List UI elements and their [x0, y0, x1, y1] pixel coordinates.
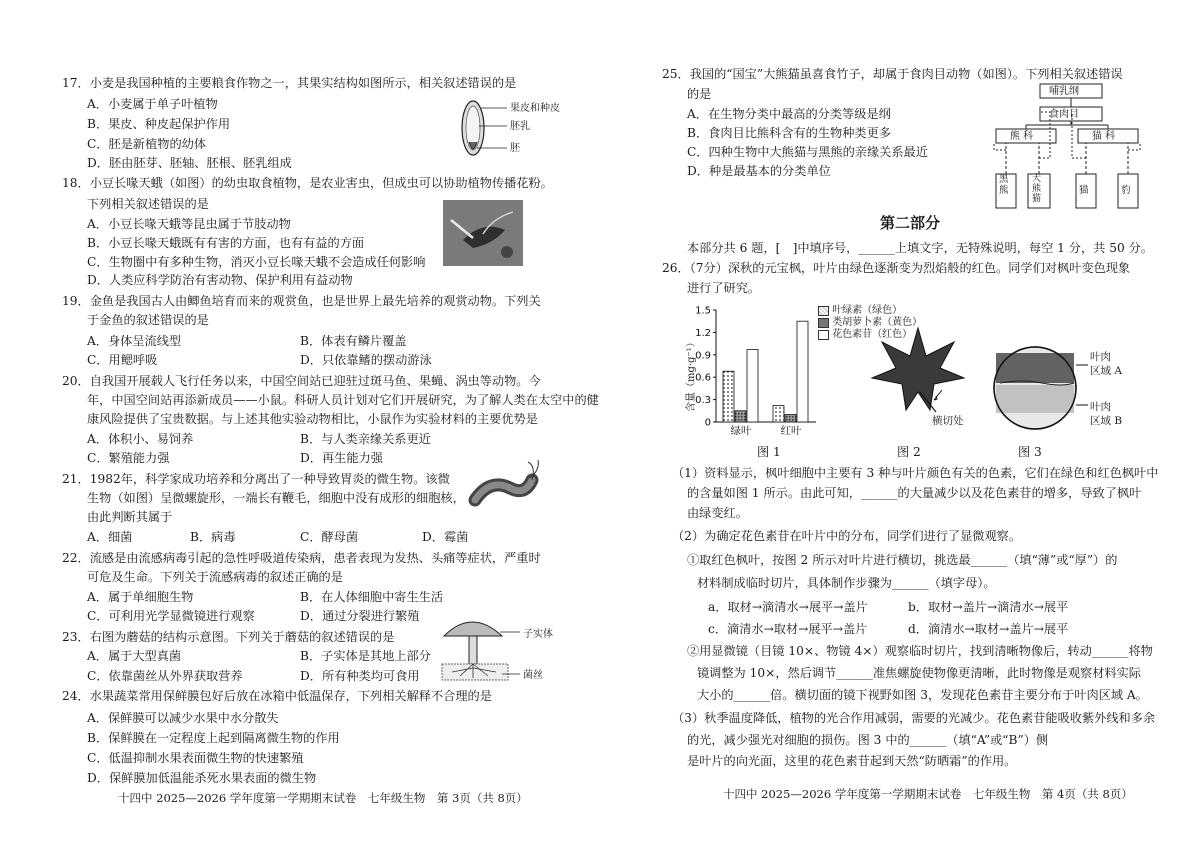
fig3-caption: 图 3	[1018, 445, 1042, 459]
y-tick-label: 0.9	[695, 350, 711, 362]
q21-stem-3: 由此判断其属于	[87, 510, 173, 524]
fig3-label-region-b: 区域 B	[1090, 415, 1123, 427]
q26-step-d: d．滴清水→取材→盖片→展平	[908, 622, 1069, 636]
q25-option-b: B．食肉目比熊科含有的生物种类更多	[687, 126, 891, 140]
bar-0-2	[747, 350, 758, 422]
q20-option-a: A．体积小、易饲养	[87, 432, 194, 446]
bar-1-2	[797, 321, 808, 422]
q20-stem-3: 康风险提供了宝贵数据。与上述其他实验动物相比，小鼠作为实验材料的主要优势是	[87, 412, 538, 426]
fig3-label-mesophyll-b: 叶肉	[1090, 401, 1111, 413]
q21-option-d: D．霉菌	[422, 530, 469, 544]
q22-stem-2: 可危及生命。下列关于流感病毒的叙述正确的是	[87, 570, 343, 584]
legend-label-carotenoid: 类胡萝卜素（黄色）	[832, 317, 923, 328]
q17-label-embryo: 胚	[510, 143, 520, 154]
q23-option-d: D．所有种类均可食用	[300, 669, 420, 683]
q18-option-d: D．人类应科学防治有害动物、保护利用有益动物	[87, 273, 353, 287]
left-page-footer: 十四中 2025—2026 学年度第一学期期末试卷 七年级生物 第 3页（共 8页）	[118, 791, 528, 805]
q22-option-c: C．可利用光学显微镜进行观察	[87, 609, 255, 623]
q24-option-c: C．低温抑制水果表面微生物的快速繁殖	[87, 751, 304, 765]
q17-label-endosperm: 胚乳	[510, 121, 530, 132]
q22-option-a: A．属于单细胞生物	[87, 590, 194, 604]
right-page	[600, 0, 1200, 849]
q23-stem: 23．右图为蘑菇的结构示意图。下列关于蘑菇的叙述错误的是	[62, 630, 395, 644]
q24-option-d: D．保鲜膜加低温能杀死水果表面的微生物	[87, 771, 317, 785]
q18-option-b: B．小豆长喙天蛾既有有害的方面，也有有益的方面	[87, 236, 365, 250]
classification-tree	[990, 82, 1162, 212]
q17-option-d: D．胚由胚芽、胚轴、胚根、胚乳组成	[87, 156, 292, 170]
q17-option-a: A．小麦属于单子叶植物	[87, 97, 218, 111]
chart-bars	[723, 321, 808, 422]
q21-option-b: B．病毒	[190, 530, 236, 544]
q19-option-a: A．身体呈流线型	[87, 334, 182, 348]
q25-option-a: A．在生物分类中最高的分类等级是纲	[687, 107, 891, 121]
q18-option-c: C．生物圈中有多种生物，消灭小豆长喙天蛾不会造成任何影响	[87, 255, 426, 269]
q20-option-d: D．再生能力强	[300, 451, 383, 465]
bar-1-0	[773, 406, 784, 422]
q26-stem-2: 进行了研究。	[687, 281, 761, 295]
q18-stem-2: 下列相关叙述错误的是	[87, 197, 209, 211]
q26-p2b-line1: ②用显微镜（目镜 10×、物镜 4×）观察临时切片，找到清晰物像后，转动______将物	[687, 644, 1153, 658]
q20-option-b: B．与人类亲缘关系更近	[300, 432, 431, 446]
tree-species-black-bear: 黑熊	[999, 174, 1009, 196]
tree-order-carnivora: 食肉目	[1049, 109, 1079, 120]
bar-0-0	[723, 371, 734, 422]
q19-stem-2: 于金鱼的叙述错误的是	[87, 313, 209, 327]
tree-species-leopard: 豹	[1121, 185, 1131, 196]
q17-stem: 17．小麦是我国种植的主要粮食作物之一，其果实结构如图所示，相关叙述错误的是	[62, 76, 517, 90]
legend-label-anthocyanin: 花色素苷（红色）	[832, 329, 913, 340]
mushroom-figure	[440, 612, 520, 684]
legend-label-chlorophyll: 叶绿素（绿色）	[832, 305, 903, 316]
q25-stem-1: 25．我国的“国宝”大熊猫虽喜食竹子，却属于食肉目动物（如图）。下列相关叙述错误	[662, 67, 1123, 81]
q24-option-a: A．保鲜膜可以减少水果中水分散失	[87, 711, 279, 725]
q26-p1-line2: 的含量如图 1 所示。由此可知，______的大量减少以及花色素苷的增多，导致了枫叶	[687, 486, 1142, 500]
y-tick-label: 0.6	[695, 372, 711, 384]
q17-option-b: B．果皮、种皮起保护作用	[87, 117, 231, 131]
q17-option-c: C．胚是新植物的幼体	[87, 137, 207, 151]
q26-p3-line1: （3）秋季温度降低，植物的光合作用减弱，需要的光减少。花色素苷能吸收紫外线和多余	[672, 711, 1156, 725]
q25-option-c: C．四种生物中大熊猫与黑熊的亲缘关系最近	[687, 145, 928, 159]
fig3-region-a-label	[1090, 350, 1122, 378]
q26-p2-line3: 材料制成临时切片，具体制作步骤为______（填字母）。	[697, 576, 996, 590]
q23-option-a: A．属于大型真菌	[87, 649, 182, 663]
legend-item-chlorophyll	[818, 305, 922, 317]
q26-p1-line3: 由绿变红。	[687, 506, 748, 520]
tree-species-giant-panda: 大熊猫	[1032, 174, 1042, 204]
q26-p3-line3: 是叶片的向光面，这里的花色素苷起到天然“防晒霜”的作用。	[687, 754, 1017, 768]
q20-option-c: C．繁殖能力强	[87, 451, 170, 465]
q23-label-fruiting-body: 子实体	[523, 629, 553, 640]
q20-stem-1: 20．自我国开展载人飞行任务以来，中国空间站已迎驻过斑马鱼、果蝇、涡虫等动物。今	[62, 374, 541, 388]
q26-p1-line1: （1）资料显示，枫叶细胞中主要有 3 种与叶片颜色有关的色素，它们在绿色和红色枫叶中	[672, 466, 1159, 480]
y-tick-label: 1.2	[695, 327, 711, 339]
q24-option-b: B．保鲜膜在一定程度上起到隔离微生物的作用	[87, 731, 340, 745]
x-category-label: 绿叶	[730, 425, 752, 437]
q26-p2-line1: （2）为确定花色素苷在叶片中的分布，同学们进行了显微观察。	[672, 529, 1022, 543]
q26-step-c: c．滴清水→取材→展平→盖片	[708, 622, 868, 636]
q19-option-b: B．体表有鳞片覆盖	[300, 334, 407, 348]
q26-p2b-line3: 大小的______倍。横切面的镜下视野如图 3，发现花色素苷主要分布于叶肉区域 A。	[697, 688, 1148, 702]
q26-step-a: a．取材→滴清水→展平→盖片	[708, 600, 868, 614]
q23-label-hyphae: 菌丝	[523, 670, 543, 681]
q19-stem-1: 19．金鱼是我国古人由鲫鱼培育而来的观赏鱼，也是世界上最先培养的观赏动物。下列关	[62, 294, 541, 308]
q17-label-pericarp: 果皮和种皮	[510, 103, 560, 114]
q26-p2-line2: ①取红色枫叶，按图 2 所示对叶片进行横切，挑选最______（填“薄”或“厚”）的	[687, 553, 1118, 567]
chart-ylabel: 含量（mg·g⁻¹）	[686, 337, 697, 412]
q25-option-d: D．种是最基本的分类单位	[687, 164, 831, 178]
fig1-caption: 图 1	[757, 445, 781, 459]
q22-option-d: D．通过分裂进行繁殖	[300, 609, 420, 623]
right-page-footer: 十四中 2025—2026 学年度第一学期期末试卷 七年级生物 第 4页（共 8页）	[723, 787, 1133, 801]
y-tick-label: 1.5	[695, 305, 711, 317]
q26-stem-1: 26．（7分）深秋的元宝枫，叶片由绿色逐渐变为烈焰般的红色。同学们对枫叶变色现象	[662, 261, 1131, 275]
q21-option-c: C．酵母菌	[300, 530, 359, 544]
bar-1-1	[785, 415, 796, 422]
fig2-cut-label: 横切处	[932, 415, 964, 427]
tree-family-ursidae: 熊 科	[1010, 131, 1034, 142]
fig2-caption: 图 2	[897, 445, 921, 459]
q26-p3-line2: 的光，减少强光对细胞的损伤。图 3 中的______（填“A”或“B”）侧	[687, 733, 1049, 747]
q25-stem-2: 的是	[687, 87, 712, 101]
q20-stem-2: 年，中国空间站再添新成员——小鼠。科研人员计划对它们开展研究，为了解人类在太空中的健	[87, 393, 599, 407]
q18-stem-1: 18．小豆长喙天蛾（如图）的幼虫取食植物，是农业害虫，但成虫可以协助植物传播花粉。	[62, 176, 553, 190]
q21-stem-1: 21．1982年，科学家成功培养和分离出了一种导致胃炎的微生物。该微	[62, 472, 450, 486]
q21-stem-2: 生物（如图）呈微螺旋形，一端长有鞭毛，细胞中没有成形的细胞核，	[87, 491, 465, 505]
q21-option-a: A．细菌	[87, 530, 133, 544]
q22-stem-1: 22．流感是由流感病毒引起的急性呼吸道传染病，患者表现为发热、头痛等症状，严重时	[62, 551, 541, 565]
x-category-label: 红叶	[780, 425, 802, 437]
bacterium-figure	[470, 458, 542, 518]
q22-option-b: B．在人体细胞中寄生生活	[300, 590, 444, 604]
q23-option-b: B．子实体是其地上部分	[300, 649, 431, 663]
tree-class-mammalia: 哺乳纲	[1049, 86, 1079, 97]
part2-description: 本部分共 6 题，[ ]中填序号，______上填文字，无特殊说明，每空 1 分，共 50 分。	[687, 241, 1153, 255]
leaf-cross-section-figure	[992, 345, 1088, 431]
tree-species-cat: 猫	[1079, 185, 1089, 196]
q24-stem: 24．水果蔬菜常用保鲜膜包好后放在冰箱中低温保存，下列相关解释不合理的是	[62, 689, 492, 703]
bar-0-1	[735, 411, 746, 422]
q26-p2b-line2: 镜调整为 10×，然后调节______准焦螺旋使物像更清晰，此时物像是观察材料实际	[697, 666, 1141, 680]
q19-option-d: D．只依靠鳍的摆动游泳	[300, 353, 432, 367]
fig3-label-mesophyll-a: 叶肉	[1090, 351, 1111, 363]
fig3-label-region-a: 区域 A	[1090, 365, 1122, 377]
tree-family-felidae: 猫 科	[1092, 131, 1116, 142]
q18-option-a: A．小豆长喙天蛾等昆虫属于节肢动物	[87, 217, 291, 231]
q26-step-b: b．取材→盖片→滴清水→展平	[908, 600, 1069, 614]
y-tick-label: 0	[704, 417, 711, 429]
y-tick-label: 0.3	[695, 395, 711, 407]
part2-title: 第二部分	[880, 214, 941, 232]
q23-option-c: C．依靠菌丝从外界获取营养	[87, 669, 243, 683]
maple-leaf-figure	[868, 320, 968, 420]
hawkmoth-photo	[443, 200, 523, 266]
fig3-region-b-label	[1090, 400, 1122, 428]
q19-option-c: C．用鳃呼吸	[87, 353, 158, 367]
